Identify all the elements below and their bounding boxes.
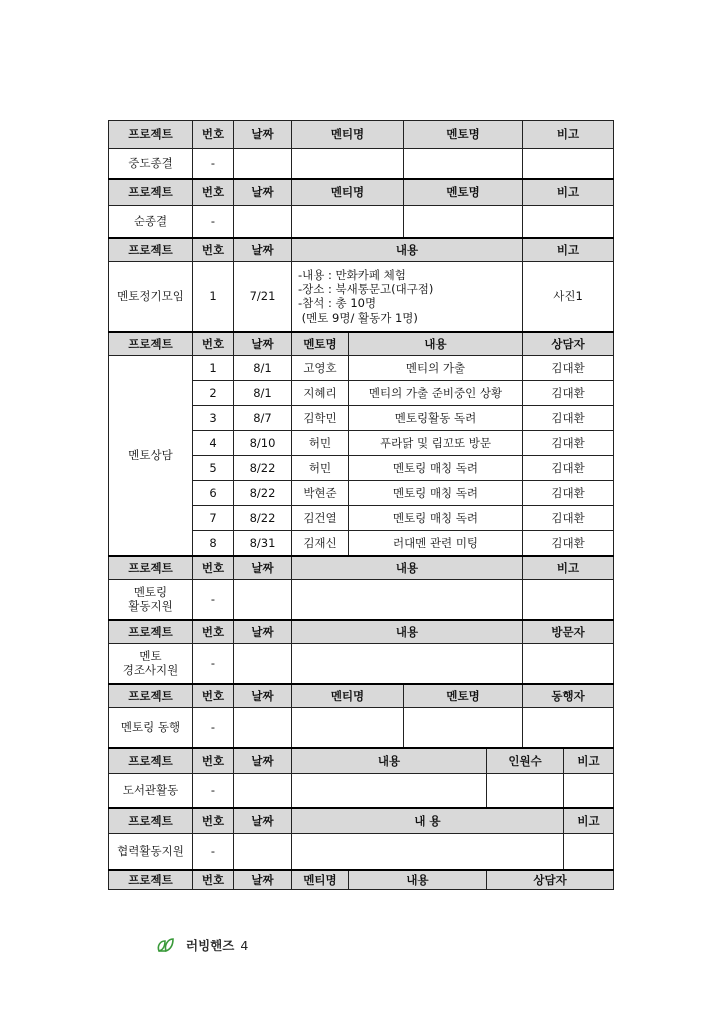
header-no: 번호 (193, 684, 234, 708)
mentee-cell (292, 206, 404, 238)
counselor-cell: 김대환 (523, 531, 614, 556)
counselor-cell: 김대환 (523, 506, 614, 531)
mentor-cell (404, 708, 523, 748)
date-cell (234, 206, 292, 238)
header-row (109, 808, 614, 834)
project-cell: 멘토정기모임 (109, 262, 193, 332)
project-cell: 중도종결 (109, 149, 193, 179)
date-cell (234, 644, 292, 684)
brand-name: 러빙핸즈 (186, 938, 235, 953)
date-cell: 8/22 (234, 506, 292, 531)
header-mentee: 멘티명 (292, 121, 404, 149)
mentor-cell: 허민 (292, 456, 349, 481)
header-date: 날짜 (234, 808, 292, 834)
note-cell: 사진1 (523, 262, 614, 332)
table-row (109, 356, 614, 381)
header-note: 비고 (564, 808, 614, 834)
content-cell: 러대멘 관련 미팅 (349, 531, 523, 556)
date-cell (234, 834, 292, 870)
no-cell: 1 (193, 262, 234, 332)
header-no: 번호 (193, 121, 234, 149)
companion-cell (523, 708, 614, 748)
header-row (109, 748, 614, 774)
counselor-cell: 김대환 (523, 431, 614, 456)
content-cell (292, 580, 523, 620)
header-content: 내용 (292, 748, 487, 774)
header-date: 날짜 (234, 121, 292, 149)
header-project: 프로젝트 (109, 870, 193, 890)
no-cell: - (193, 774, 234, 808)
project-line: 활동지원 (128, 599, 173, 614)
counselor-cell: 김대환 (523, 481, 614, 506)
counselor-cell: 김대환 (523, 381, 614, 406)
mentor-cell: 김재신 (292, 531, 349, 556)
visitor-cell (523, 644, 614, 684)
header-mentee: 멘티명 (292, 179, 404, 206)
counselor-cell: 김대환 (523, 406, 614, 431)
header-no: 번호 (193, 620, 234, 644)
content-line: -장소 : 북새통문고(대구점) (298, 281, 434, 296)
project-cell: 순종결 (109, 206, 193, 238)
header-row (109, 556, 614, 580)
table-row (109, 834, 614, 870)
header-row (109, 870, 614, 890)
date-cell (234, 149, 292, 179)
project-report-table-wrapper (108, 120, 613, 890)
header-headcount: 인원수 (487, 748, 564, 774)
table-row (109, 774, 614, 808)
header-date: 날짜 (234, 556, 292, 580)
header-mentee: 멘티명 (292, 870, 349, 890)
date-cell: 7/21 (234, 262, 292, 332)
content-cell: 멘티의 가출 준비중인 상황 (349, 381, 523, 406)
date-cell: 8/22 (234, 456, 292, 481)
mentor-cell: 고영호 (292, 356, 349, 381)
header-companion: 동행자 (523, 684, 614, 708)
header-content: 내용 (292, 238, 523, 262)
date-cell: 8/10 (234, 431, 292, 456)
page-number: 4 (240, 937, 249, 953)
header-note: 비고 (523, 238, 614, 262)
header-project: 프로젝트 (109, 684, 193, 708)
header-date: 날짜 (234, 870, 292, 890)
header-date: 날짜 (234, 748, 292, 774)
mentor-cell: 지혜리 (292, 381, 349, 406)
mentor-cell: 김학민 (292, 406, 349, 431)
header-mentor: 멘토명 (292, 332, 349, 356)
header-mentor: 멘토명 (404, 179, 523, 206)
header-project: 프로젝트 (109, 332, 193, 356)
content-line: -내용 : 만화카페 체험 (298, 267, 406, 282)
content-cell: 푸라닭 및 림꼬또 방문 (349, 431, 523, 456)
no-cell: 4 (193, 431, 234, 456)
content-cell: 멘토링 매칭 독려 (349, 456, 523, 481)
no-cell: 1 (193, 356, 234, 381)
note-cell (523, 206, 614, 238)
header-note: 비고 (523, 556, 614, 580)
mentee-cell (292, 149, 404, 179)
header-no: 번호 (193, 556, 234, 580)
date-cell: 8/1 (234, 356, 292, 381)
date-cell: 8/31 (234, 531, 292, 556)
headcount-cell (487, 774, 564, 808)
header-no: 번호 (193, 332, 234, 356)
header-counselor: 상담자 (523, 332, 614, 356)
no-cell: - (193, 834, 234, 870)
date-cell: 8/22 (234, 481, 292, 506)
project-line: 경조사지원 (122, 663, 179, 678)
header-date: 날짜 (234, 620, 292, 644)
note-cell (523, 580, 614, 620)
project-cell (109, 644, 193, 684)
header-date: 날짜 (234, 179, 292, 206)
header-mentor: 멘토명 (404, 684, 523, 708)
header-content: 내용 (349, 870, 487, 890)
project-cell: 멘토상담 (109, 356, 193, 556)
header-row (109, 238, 614, 262)
date-cell (234, 580, 292, 620)
no-cell: 7 (193, 506, 234, 531)
no-cell: 2 (193, 381, 234, 406)
table-row (109, 149, 614, 179)
note-cell (523, 149, 614, 179)
header-date: 날짜 (234, 684, 292, 708)
table-row (109, 708, 614, 748)
no-cell: - (193, 149, 234, 179)
no-cell: 5 (193, 456, 234, 481)
mentee-cell (292, 708, 404, 748)
header-no: 번호 (193, 179, 234, 206)
header-row (109, 332, 614, 356)
content-cell: 멘티의 가출 (349, 356, 523, 381)
date-cell: 8/1 (234, 381, 292, 406)
content-cell: 멘토링활동 독려 (349, 406, 523, 431)
content-cell (292, 774, 487, 808)
header-date: 날짜 (234, 238, 292, 262)
leaf-logo-icon (156, 937, 184, 953)
no-cell: - (193, 708, 234, 748)
header-row (109, 179, 614, 206)
header-no: 번호 (193, 870, 234, 890)
header-content: 내용 (292, 620, 523, 644)
table-row (109, 262, 614, 332)
mentor-cell: 김건열 (292, 506, 349, 531)
header-content: 내용 (292, 556, 523, 580)
header-project: 프로젝트 (109, 556, 193, 580)
no-cell: 8 (193, 531, 234, 556)
header-row (109, 684, 614, 708)
header-project: 프로젝트 (109, 808, 193, 834)
content-cell (292, 644, 523, 684)
project-cell: 도서관활동 (109, 774, 193, 808)
mentor-cell (404, 149, 523, 179)
header-note: 비고 (564, 748, 614, 774)
counselor-cell: 김대환 (523, 456, 614, 481)
header-mentee: 멘티명 (292, 684, 404, 708)
header-note: 비고 (523, 179, 614, 206)
header-note: 비고 (523, 121, 614, 149)
no-cell: - (193, 206, 234, 238)
page-footer (156, 936, 248, 954)
content-cell (292, 834, 564, 870)
date-cell: 8/7 (234, 406, 292, 431)
date-cell (234, 708, 292, 748)
no-cell: 6 (193, 481, 234, 506)
header-mentor: 멘토명 (404, 121, 523, 149)
date-cell (234, 774, 292, 808)
header-project: 프로젝트 (109, 620, 193, 644)
header-project: 프로젝트 (109, 748, 193, 774)
header-visitor: 방문자 (523, 620, 614, 644)
header-row (109, 620, 614, 644)
table-row (109, 644, 614, 684)
content-cell (292, 262, 523, 332)
header-project: 프로젝트 (109, 238, 193, 262)
project-cell (109, 580, 193, 620)
counselor-cell: 김대환 (523, 356, 614, 381)
header-no: 번호 (193, 748, 234, 774)
header-project: 프로젝트 (109, 121, 193, 149)
header-no: 번호 (193, 808, 234, 834)
project-report-table (108, 120, 614, 890)
content-cell: 멘토링 매칭 독려 (349, 506, 523, 531)
content-cell: 멘토링 매칭 독려 (349, 481, 523, 506)
header-content: 내 용 (292, 808, 564, 834)
mentor-cell (404, 206, 523, 238)
project-line: 멘토링 (133, 584, 168, 599)
note-cell (564, 774, 614, 808)
no-cell: - (193, 580, 234, 620)
table-row (109, 206, 614, 238)
project-cell: 멘토링 동행 (109, 708, 193, 748)
mentor-cell: 박현준 (292, 481, 349, 506)
header-no: 번호 (193, 238, 234, 262)
no-cell: - (193, 644, 234, 684)
project-cell: 협력활동지원 (109, 834, 193, 870)
content-line: (멘토 9명/ 활동가 1명) (298, 310, 418, 325)
header-counselor: 상담자 (487, 870, 614, 890)
header-project: 프로젝트 (109, 179, 193, 206)
project-line: 멘토 (139, 648, 162, 663)
note-cell (564, 834, 614, 870)
header-content: 내용 (349, 332, 523, 356)
header-row (109, 121, 614, 149)
mentor-cell: 허민 (292, 431, 349, 456)
table-row (109, 580, 614, 620)
no-cell: 3 (193, 406, 234, 431)
header-date: 날짜 (234, 332, 292, 356)
content-line: -참석 : 총 10명 (298, 296, 377, 311)
